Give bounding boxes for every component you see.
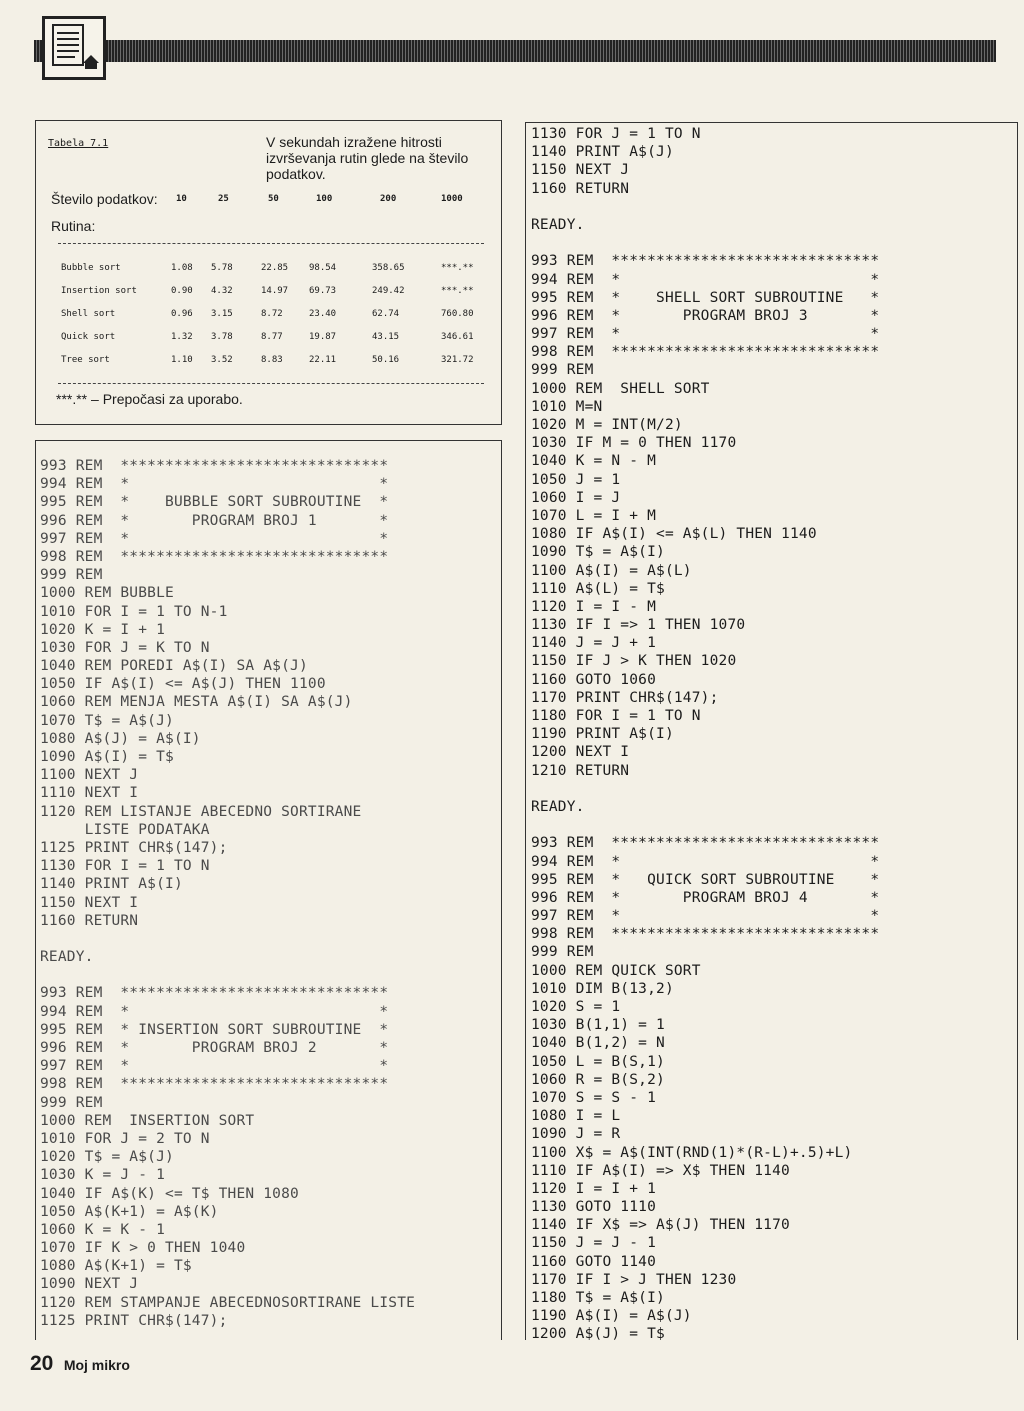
code-line: 995 REM * QUICK SORT SUBROUTINE *	[531, 871, 880, 888]
column-header: 10	[176, 194, 187, 204]
cell-value: 1.08	[171, 263, 193, 273]
code-line: 1010 FOR J = 2 TO N	[40, 1130, 210, 1147]
code-line	[531, 816, 879, 834]
code-line: 1130 FOR I = 1 TO N	[40, 858, 210, 875]
cell-value: 1.10	[171, 355, 193, 365]
code-line: 1080 I = L	[531, 1108, 621, 1125]
code-line: 1050 IF A$(I) <= A$(J) THEN 1100	[40, 676, 326, 693]
cell-value: 43.15	[372, 332, 400, 342]
code-line: 1080 A$(J) = A$(I)	[40, 730, 201, 747]
magazine-name: Moj mikro	[63, 1357, 130, 1373]
page-footer	[30, 1352, 130, 1376]
code-line: 996 REM * PROGRAM BROJ 3 *	[531, 307, 880, 324]
cell-value: 1.32	[171, 332, 193, 342]
cell-value: 98.54	[309, 263, 337, 273]
code-line: 1040 B(1,2) = N	[531, 1035, 665, 1052]
code-line: 1060 R = B(S,2)	[531, 1071, 665, 1088]
code-line: 1010 DIM B(13,2)	[531, 980, 674, 997]
cell-value: 3.78	[211, 332, 233, 342]
code-line: 997 REM * *	[531, 908, 880, 925]
code-line: 994 REM * *	[531, 853, 880, 870]
table-title: Tabela 7.1	[48, 138, 109, 149]
code-line: 1200 NEXT I	[531, 744, 630, 761]
code-line: 1210 RETURN	[531, 762, 630, 779]
code-line: 1030 B(1,1) = 1	[531, 1017, 665, 1034]
row-name: Quick sort	[61, 332, 116, 342]
cell-value: 50.16	[372, 355, 400, 365]
code-line: 1160 GOTO 1060	[531, 671, 657, 688]
code-line: 994 REM * *	[40, 476, 389, 493]
code-line: 997 REM * *	[531, 326, 880, 343]
cell-value: 321.72	[441, 355, 474, 365]
code-line: 1125 PRINT CHR$(147);	[40, 1312, 228, 1329]
code-line: 1140 PRINT A$(J)	[531, 144, 674, 161]
cell-value: 249.42	[372, 286, 405, 296]
cell-value: 19.87	[309, 332, 337, 342]
code-line: 998 REM ******************************	[531, 926, 880, 943]
cell-value: 0.96	[171, 309, 193, 319]
code-line: 1060 K = K - 1	[40, 1221, 166, 1238]
code-line: 1150 IF J > K THEN 1020	[531, 653, 737, 670]
column-header: 25	[218, 194, 229, 204]
code-listing-right	[525, 122, 1018, 1343]
document-icon	[42, 16, 106, 80]
code-line: 1030 IF M = 0 THEN 1170	[531, 435, 737, 452]
code-line: 1090 T$ = A$(I)	[531, 544, 665, 561]
cell-value: 8.72	[261, 309, 283, 319]
code-line: 1070 IF K > 0 THEN 1040	[40, 1240, 246, 1257]
code-line: 1190 PRINT A$(I)	[531, 726, 674, 743]
code-line: 994 REM * *	[40, 1003, 389, 1020]
code-line: 995 REM * SHELL SORT SUBROUTINE *	[531, 289, 880, 306]
code-line: 1020 T$ = A$(J)	[40, 1149, 174, 1166]
code-line: 1040 IF A$(K) <= T$ THEN 1080	[40, 1185, 299, 1202]
code-line: LISTE PODATAKA	[40, 821, 210, 838]
code-line: 1150 J = J - 1	[531, 1235, 657, 1252]
cell-value: 62.74	[372, 309, 400, 319]
cell-value: 3.52	[211, 355, 233, 365]
timing-table	[35, 120, 502, 425]
code-line: 997 REM * *	[40, 1058, 389, 1075]
code-line: 1110 IF A$(I) => X$ THEN 1140	[531, 1162, 790, 1179]
code-line: 1100 A$(I) = A$(L)	[531, 562, 692, 579]
code-line: 1060 I = J	[531, 489, 621, 506]
cell-value: 760.80	[441, 309, 474, 319]
cell-value: 22.85	[261, 263, 289, 273]
code-line: READY.	[531, 216, 585, 233]
code-line: 1020 M = INT(M/2)	[531, 417, 683, 433]
code-line: 1125 PRINT CHR$(147);	[40, 839, 228, 856]
code-line: 1180 T$ = A$(I)	[531, 1290, 665, 1306]
code-line: 1030 K = J - 1	[40, 1167, 166, 1184]
code-line: 996 REM * PROGRAM BROJ 4 *	[531, 889, 880, 906]
code-line: 1060 REM MENJA MESTA A$(I) SA A$(J)	[40, 694, 353, 711]
code-line: 1120 REM STAMPANJE ABECEDNOSORTIRANE LISTE	[40, 1294, 416, 1311]
row-name: Insertion sort	[61, 286, 137, 296]
column-header: 50	[268, 194, 279, 204]
routine-label: Rutina:	[51, 218, 96, 234]
code-line: 1170 IF I > J THEN 1230	[531, 1271, 737, 1288]
cell-value: 23.40	[309, 309, 337, 319]
code-line: 1080 IF A$(I) <= A$(L) THEN 1140	[531, 526, 817, 543]
page-number: 20	[30, 1352, 54, 1375]
code-line: 1090 NEXT J	[40, 1276, 139, 1293]
code-line: 1200 A$(J) = T$	[531, 1326, 665, 1343]
code-line: 1140 J = J + 1	[531, 635, 657, 652]
code-lines	[531, 125, 879, 1344]
cell-value: 69.73	[309, 286, 337, 296]
code-line: 1090 A$(I) = T$	[40, 749, 174, 765]
code-line: 1040 REM POREDI A$(I) SA A$(J)	[40, 658, 308, 675]
code-listing-left	[35, 440, 502, 1340]
code-line	[531, 780, 879, 798]
cell-value: 22.11	[309, 355, 337, 365]
code-line: 1000 REM SHELL SORT	[531, 380, 710, 397]
cell-value: 5.78	[211, 263, 233, 273]
code-line: 1040 K = N - M	[531, 453, 657, 470]
code-line: 995 REM * INSERTION SORT SUBROUTINE *	[40, 1021, 389, 1038]
code-line: 1070 T$ = A$(J)	[40, 712, 174, 729]
code-line: 1120 REM LISTANJE ABECEDNO SORTIRANE	[40, 803, 362, 820]
table-footnote: ***.** – Prepočasi za uporabo.	[56, 391, 243, 407]
code-line: 1100 X$ = A$(INT(RND(1)*(R-L)+.5)+L)	[531, 1144, 853, 1161]
code-line: 1110 A$(L) = T$	[531, 580, 665, 597]
code-line: 994 REM * *	[531, 271, 880, 288]
code-line: READY.	[531, 798, 585, 815]
code-line: 1020 K = I + 1	[40, 621, 166, 638]
code-line: 1110 NEXT I	[40, 785, 139, 802]
code-line: 1190 A$(I) = A$(J)	[531, 1308, 692, 1325]
code-line	[40, 966, 415, 984]
code-line	[531, 234, 879, 252]
code-line: 996 REM * PROGRAM BROJ 1 *	[40, 512, 389, 529]
column-header: 100	[316, 194, 333, 204]
code-line: 1000 REM BUBBLE	[40, 585, 174, 602]
code-line: 1010 M=N	[531, 398, 603, 415]
header-rule-left	[34, 40, 42, 62]
cell-value: 0.90	[171, 286, 193, 296]
column-header: 200	[380, 194, 397, 204]
code-line: 993 REM ******************************	[531, 835, 880, 852]
code-line: 1070 L = I + M	[531, 507, 657, 524]
divider	[58, 243, 484, 244]
cell-value: ***.**	[441, 286, 474, 296]
code-line: 1130 GOTO 1110	[531, 1199, 657, 1216]
code-line: 1000 REM INSERTION SORT	[40, 1112, 255, 1129]
code-line: 1120 I = I - M	[531, 598, 657, 615]
row-name: Bubble sort	[61, 263, 121, 273]
code-line: 1160 GOTO 1140	[531, 1253, 657, 1270]
code-line: 1050 J = 1	[531, 471, 621, 488]
code-line: 997 REM * *	[40, 530, 389, 547]
code-line	[40, 930, 415, 948]
cell-value: ***.**	[441, 263, 474, 273]
code-line: 993 REM ******************************	[40, 458, 389, 474]
count-label: Število podatkov:	[51, 191, 158, 207]
code-line	[531, 198, 879, 216]
cell-value: 8.77	[261, 332, 283, 342]
code-line: 1100 NEXT J	[40, 767, 139, 784]
cell-value: 8.83	[261, 355, 283, 365]
header-rule	[106, 40, 996, 62]
row-name: Tree sort	[61, 355, 110, 365]
code-line: 1070 S = S - 1	[531, 1089, 657, 1106]
code-line: 995 REM * BUBBLE SORT SUBROUTINE *	[40, 494, 389, 511]
code-lines	[40, 457, 415, 1330]
code-line: 999 REM	[531, 944, 594, 961]
code-line: 1150 NEXT J	[531, 162, 630, 179]
cell-value: 358.65	[372, 263, 405, 273]
code-line: 1030 FOR J = K TO N	[40, 639, 210, 656]
code-line: 1130 IF I => 1 THEN 1070	[531, 617, 746, 634]
code-line: 993 REM ******************************	[40, 985, 389, 1002]
cell-value: 4.32	[211, 286, 233, 296]
code-line: 1150 NEXT I	[40, 894, 139, 911]
code-line: 1080 A$(K+1) = T$	[40, 1258, 192, 1275]
code-line: 999 REM	[40, 567, 103, 584]
cell-value: 346.61	[441, 332, 474, 342]
code-line: 1000 REM QUICK SORT	[531, 962, 701, 979]
code-line: 993 REM ******************************	[531, 253, 880, 270]
code-line: 1090 J = R	[531, 1126, 621, 1143]
code-line: 1130 FOR J = 1 TO N	[531, 126, 701, 142]
code-line: 1160 RETURN	[531, 180, 630, 197]
code-line: 998 REM ******************************	[40, 1076, 389, 1093]
code-line: 1050 A$(K+1) = A$(K)	[40, 1203, 219, 1220]
cell-value: 14.97	[261, 286, 289, 296]
code-line: 1020 S = 1	[531, 999, 621, 1015]
code-line: 999 REM	[531, 362, 594, 379]
code-line: READY.	[40, 949, 94, 966]
code-line: 1140 PRINT A$(I)	[40, 876, 183, 893]
code-line: 998 REM ******************************	[40, 548, 389, 565]
code-line: 1010 FOR I = 1 TO N-1	[40, 603, 228, 620]
code-line: 1170 PRINT CHR$(147);	[531, 689, 719, 706]
column-header: 1000	[441, 194, 463, 204]
code-line: 1120 I = I + 1	[531, 1180, 657, 1197]
divider	[58, 383, 484, 384]
row-name: Shell sort	[61, 309, 116, 319]
code-line: 996 REM * PROGRAM BROJ 2 *	[40, 1040, 389, 1056]
code-line: 998 REM ******************************	[531, 344, 880, 361]
code-line: 1050 L = B(S,1)	[531, 1053, 665, 1070]
code-line: 999 REM	[40, 1094, 103, 1111]
cell-value: 3.15	[211, 309, 233, 319]
code-line: 1160 RETURN	[40, 912, 139, 929]
code-line: 1140 IF X$ => A$(J) THEN 1170	[531, 1217, 790, 1234]
code-line: 1180 FOR I = 1 TO N	[531, 708, 701, 724]
table-caption: V sekundah izražene hitrosti izvrševanja rutin glede na število podatkov.	[266, 134, 469, 182]
